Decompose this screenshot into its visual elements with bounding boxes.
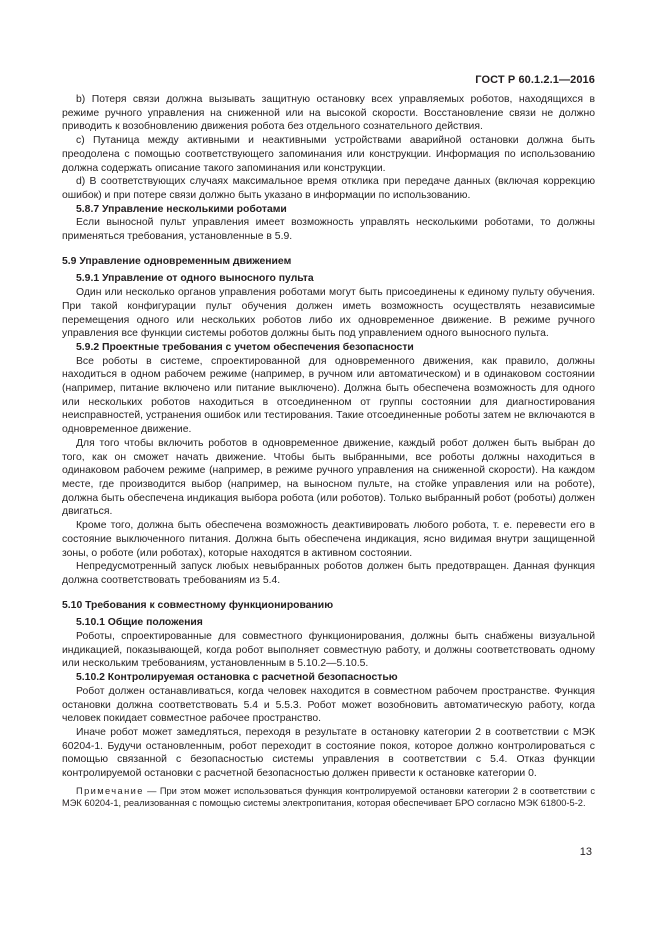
note-text: — При этом может использоваться функция контролируемой остановки категории 2 в соответствии с МЭК 60204-1, реализованная с помощью системы электропитания, которая обеспечивает БРО согласно МЭК 61800-5-2. — [62, 785, 595, 808]
subsection-heading: 5.10.1 Общие положения — [76, 617, 203, 629]
section-heading: 5.10 Требования к совместному функционированию — [62, 599, 334, 611]
note-label: Примечание — [76, 785, 144, 796]
paragraph: Непредусмотренный запуск любых невыбранных роботов должен быть предотвращен. Данная функция должна соответствовать требованиям из 5.4. — [62, 561, 595, 586]
paragraph: c) Путаница между активными и неактивными устройствами аварийной остановки должна быть преодолена с помощью соответствующего запоминания или конструкции. Информация по использованию должна содержать описание такого запоминания или конструкции. — [62, 135, 595, 174]
paragraph: Робот должен останавливаться, когда человек находится в совместном рабочем пространстве. Функция остановки должна соответствовать 5.4 и 5.5.3. Робот может возобновить автоматическую работу, когда человек покидает совместное рабочее пространство. — [62, 685, 595, 725]
subsection-heading: 5.9.1 Управление от одного выносного пульта — [76, 273, 314, 285]
paragraph: Для того чтобы включить роботов в одновременное движение, каждый робот должен быть выбран до того, как он сможет начать движение. Чтобы быть выбранными, все роботы должны находиться в одинаковом рабочем режиме (например, в режиме ручного управления на сниженной скорости). На каждом месте, где производится выбор (например, на выносном пульте, на стойке управления или на роботе), должна быть обеспечена индикация выбора робота (или роботов). Только выбранный робот (роботы) должен двигаться. — [62, 437, 595, 518]
paragraph: d) В соответствующих случаях максимальное время отклика при передаче данных (включая коррекцию ошибок) и при потере связи должно быть указано в информации по использованию. — [62, 176, 595, 201]
paragraph: Роботы, спроектированные для совместного функционирования, должны быть снабжены визуальной индикацией, показывающей, когда робот выполняет совместную работу, и должны соответствовать одному или нескольким требованиям, установленным в 5.10.2—5.10.5. — [62, 631, 595, 670]
subsection-heading: 5.8.7 Управление несколькими роботами — [76, 203, 287, 215]
page-number: 13 — [579, 846, 592, 858]
paragraph: Если выносной пульт управления имеет возможность управлять несколькими роботами, то должны применяться требования, установленные в 5.9. — [62, 217, 595, 243]
paragraph: Кроме того, должна быть обеспечена возможность деактивировать любого робота, т. е. перевести его в состояние выключенного питания. Должна быть обеспечена индикация, ясно видимая внутри защищенной зоны, о роботе (или роботах), которые находятся в активном состоянии. — [62, 520, 595, 559]
paragraph: Один или несколько органов управления роботами могут быть присоединены к единому пульту обучения. При такой конфигурации пульт обучения должен иметь возможность осуществлять независимые перемещения одного или нескольких роботов либо их одновременное движение. В режиме ручного управления все функции системы роботов должны быть под управлением одного выносного пульта. — [62, 287, 595, 340]
note — [62, 785, 595, 809]
subsection-heading: 5.10.2 Контролируемая остановка с расчетной безопасностью — [76, 672, 398, 684]
paragraph: Иначе робот может замедляться, переходя в результате в остановку категории 2 в соответствии с МЭК 60204-1. Будучи остановленным, робот переходит в состояние покоя, которое должно контролироваться с помощью связанной с безопасностью системы управления в соответствии с 5.4. Отказ функции контролируемой остановки с расчетной безопасностью должен привести к остановке категории 0. — [62, 726, 595, 780]
document-header: ГОСТ Р 60.1.2.1—2016 — [475, 74, 595, 86]
paragraph: b) Потеря связи должна вызывать защитную остановку всех управляемых роботов, находящихся в режиме ручного управления на сниженной или на высокой скорости. Восстановление связи не должно приводить к возобновлению движения робота без отдельного сознательного действия. — [62, 94, 595, 133]
paragraph: Все роботы в системе, спроектированной для одновременного движения, как правило, должны находиться в одном рабочем режиме (например, в ручном или автоматическом) и в одинаковом состоянии (например, питание включено или питание выключено). Должна быть обеспечена возможность для одного или нескольких роботов находиться в отсоединенном от группы состоянии для диагностирования неисправностей, устранения ошибок или тестирования. Такие отсоединенные роботы затем не включаются в одновременное движение. — [62, 355, 595, 436]
section-heading: 5.9 Управление одновременным движением — [62, 255, 292, 267]
subsection-heading: 5.9.2 Проектные требования с учетом обеспечения безопасности — [76, 341, 414, 353]
document-body — [62, 93, 595, 809]
